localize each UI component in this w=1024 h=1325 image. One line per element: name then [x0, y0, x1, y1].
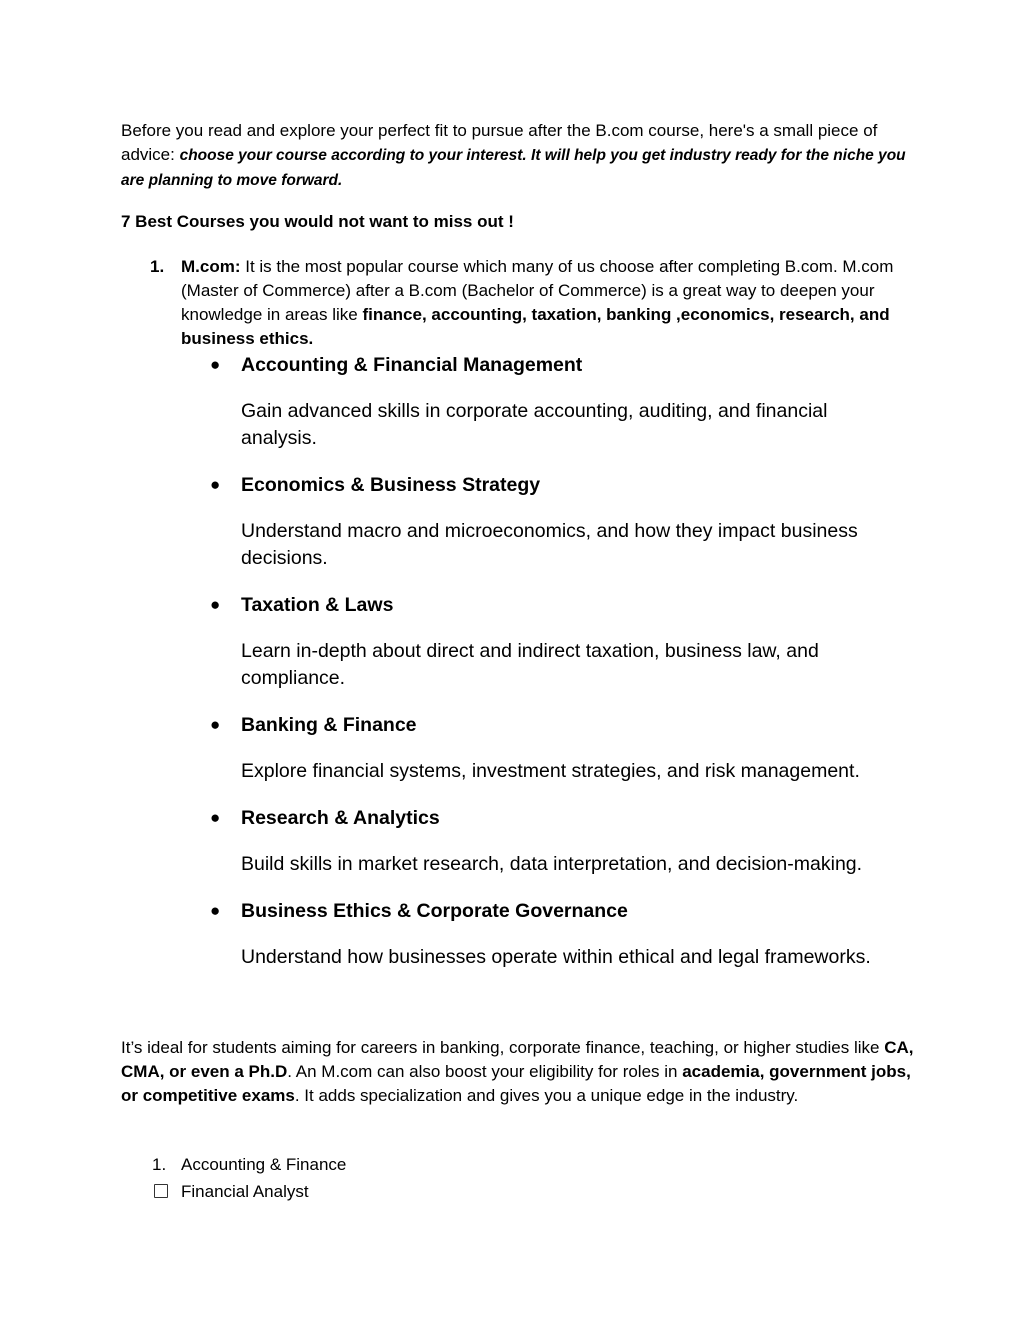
subitem-desc: Understand macro and microeconomics, and how they impact business decisions. [241, 520, 858, 569]
outro-paragraph [121, 1036, 921, 1108]
checkbox-financial-analyst[interactable] [154, 1184, 168, 1198]
subitem-desc: Learn in-depth about direct and indirect taxation, business law, and compliance. [241, 640, 819, 689]
outro-text: . An M.com can also boost your eligibility for roles in [287, 1062, 683, 1081]
subitem-title: Research & Analytics [241, 807, 440, 829]
subitem-desc: Understand how businesses operate within ethical and legal frameworks. [241, 946, 871, 968]
subitem-title: Taxation & Laws [241, 594, 394, 616]
intro-emphasis: choose your course according to your interest. It will help you get industry ready for the niche you are planning to move forward. [121, 147, 906, 189]
subitem-desc: Gain advanced skills in corporate accounting, auditing, and financial analysis. [241, 400, 828, 449]
subitem-title: Accounting & Financial Management [241, 354, 583, 376]
bullet-icon: ● [210, 715, 221, 734]
outro-bold: academia, government jobs, or competitive exams [121, 1062, 911, 1105]
list-item-text: It is the most popular course which many of us choose after completing B.com. M.com (Master of Commerce) after a B.com (Bachelor of Commerce) is a great way to deepen your knowledge in areas like [181, 257, 894, 324]
outro-text: . It adds specialization and gives you a unique edge in the industry. [294, 1086, 799, 1105]
list-number: 1. [150, 257, 165, 276]
list-item-mcom [181, 255, 911, 351]
list-item-accounting-finance: Accounting & Finance [181, 1155, 347, 1174]
bullet-icon: ● [210, 355, 221, 374]
list-item-title: M.com: [181, 257, 241, 276]
checkbox-label: Financial Analyst [181, 1182, 309, 1201]
list-number: 1. [152, 1155, 167, 1174]
outro-text: It’s ideal for students aiming for careers in banking, corporate finance, teaching, or higher studies like [121, 1038, 885, 1057]
section-heading: 7 Best Courses you would not want to miss out ! [121, 212, 514, 231]
bullet-icon: ● [210, 475, 221, 494]
list-item-bold-text: finance, accounting, taxation, banking ,economics, research, and business ethics. [181, 305, 890, 348]
subitem-title: Banking & Finance [241, 714, 417, 736]
intro-text: Before you read and explore your perfect fit to pursue after the B.com course, here's a small piece of advice: [121, 121, 878, 164]
intro-paragraph [121, 119, 921, 193]
outro-bold: CA, CMA, or even a Ph.D [121, 1038, 914, 1081]
subitem-title: Business Ethics & Corporate Governance [241, 900, 628, 922]
bullet-icon: ● [210, 595, 221, 614]
subitem-desc: Build skills in market research, data interpretation, and decision-making. [241, 853, 863, 875]
subitem-desc: Explore financial systems, investment strategies, and risk management. [241, 760, 860, 782]
bullet-icon: ● [210, 808, 221, 827]
bullet-icon: ● [210, 901, 221, 920]
subitem-title: Economics & Business Strategy [241, 474, 541, 496]
